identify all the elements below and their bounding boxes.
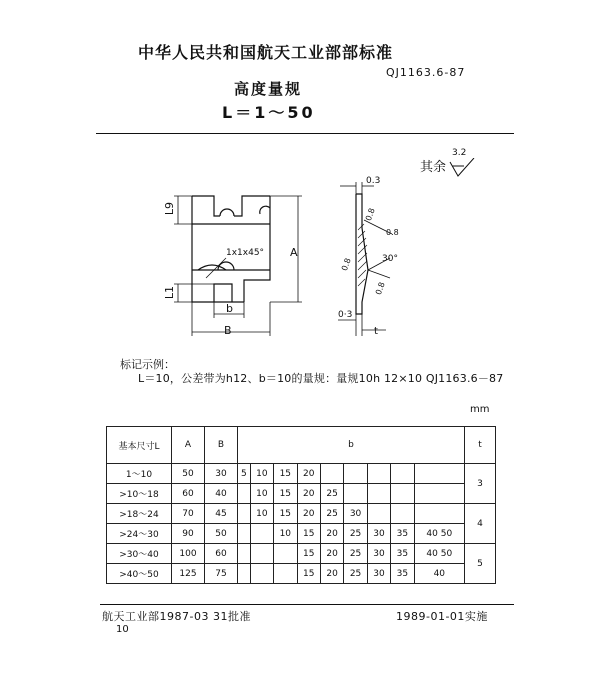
cell-b — [320, 464, 343, 484]
front-view-drawing — [160, 186, 310, 346]
effective-date: 1989-01-01实施 — [396, 610, 488, 623]
label-l-top: L9 — [163, 201, 177, 216]
cell-range: >10～18 — [107, 484, 172, 504]
cell-b — [414, 544, 464, 564]
header-a: A — [172, 427, 205, 464]
cell-b — [391, 504, 414, 524]
cell-b: 20 — [297, 484, 320, 504]
footer-rule — [100, 604, 514, 605]
cell-t: 4 — [465, 504, 496, 544]
cell-b: 15 — [274, 504, 297, 524]
cell-b: 30 — [344, 504, 367, 524]
cell-b: 15 — [274, 464, 297, 484]
cell-b: 25 — [320, 504, 343, 524]
cell-b: 10 — [250, 464, 273, 484]
cell-b-big: 30 — [205, 464, 238, 484]
cell-b: 15 — [297, 524, 320, 544]
cell-b: 20 — [320, 564, 343, 584]
cell-t: 3 — [465, 464, 496, 504]
cell-b-big: 40 — [205, 484, 238, 504]
cell-b: 15 — [297, 564, 320, 584]
cell-b: 30 — [367, 564, 390, 584]
cell-range: >40～50 — [107, 564, 172, 584]
cell-b: 10 — [250, 484, 273, 504]
ministry-title: 中华人民共和国航天工业部部标准 — [138, 43, 394, 62]
cell-b — [274, 544, 297, 564]
cell-b — [391, 464, 414, 484]
cell-a: 90 — [172, 524, 205, 544]
header-nominal: 基本尺寸L — [107, 427, 172, 464]
cell-b: 5 — [238, 464, 251, 484]
page-number: 10 — [116, 624, 129, 635]
cell-b: 30 — [367, 524, 390, 544]
cell-b: 35 — [391, 544, 414, 564]
cell-b: 10 — [274, 524, 297, 544]
cell-b: 10 — [250, 504, 273, 524]
cell-b: 25 — [320, 484, 343, 504]
cell-b — [414, 504, 464, 524]
cell-a: 125 — [172, 564, 205, 584]
cell-b: 35 — [391, 564, 414, 584]
cell-b: 25 — [344, 564, 367, 584]
cell-b-big: 60 — [205, 544, 238, 564]
label-t: t — [374, 326, 378, 337]
cell-t: 5 — [465, 544, 496, 584]
roughness-value: 3.2 — [452, 148, 467, 158]
cell-b: 30 — [367, 544, 390, 564]
label-b-big: B — [224, 324, 232, 337]
cell-range: >24～30 — [107, 524, 172, 544]
label-roughness-c: 0.8 — [339, 256, 353, 273]
cell-b: 20 — [320, 544, 343, 564]
table-row — [107, 544, 496, 564]
cell-b — [250, 544, 273, 564]
cell-b-big: 50 — [205, 524, 238, 544]
cell-range: >18～24 — [107, 504, 172, 524]
cell-a: 100 — [172, 544, 205, 564]
document-title: 高度量规 — [234, 80, 303, 98]
cell-b-extra: 50 — [440, 548, 453, 559]
roughness-label: 其余 — [420, 160, 447, 175]
cell-b — [238, 504, 251, 524]
label-roughness-a: 0.8 — [363, 206, 377, 223]
cell-range: >30～40 — [107, 544, 172, 564]
label-angle: 30° — [382, 254, 398, 264]
cell-b: 25 — [344, 544, 367, 564]
cell-b — [367, 464, 390, 484]
header-b-small: b — [238, 427, 465, 464]
cell-b: 20 — [297, 504, 320, 524]
cell-b — [238, 564, 251, 584]
roughness-symbol-icon — [448, 158, 482, 182]
unit-label: mm — [470, 404, 490, 415]
cell-b: 15 — [297, 544, 320, 564]
label-b-small: b — [226, 302, 233, 315]
marking-text: L＝10，公差带为h12、b＝10的量规：量规10h 12×10 QJ1163.6－87 — [138, 372, 504, 385]
label-l-bottom: L1 — [163, 285, 177, 300]
cell-b — [238, 484, 251, 504]
marking-title: 标记示例： — [120, 358, 175, 371]
cell-b: 35 — [391, 524, 414, 544]
cell-b: 40 — [414, 564, 464, 584]
cell-b — [250, 564, 273, 584]
table-row — [107, 504, 496, 524]
cell-b — [250, 524, 273, 544]
cell-b: 20 — [297, 464, 320, 484]
standard-code: QJ1163.6-87 — [386, 66, 466, 79]
cell-b-value: 40 — [426, 548, 438, 559]
table-row — [107, 484, 496, 504]
cell-b-big: 45 — [205, 504, 238, 524]
table-row — [107, 464, 496, 484]
label-chamfer: 1x1x45° — [226, 248, 265, 258]
cell-b-extra: 50 — [440, 528, 453, 539]
cell-b — [344, 484, 367, 504]
document-range: L＝1～50 — [222, 103, 316, 122]
table-row — [107, 564, 496, 584]
label-thickness-top: 0.3 — [366, 176, 381, 186]
cell-b — [344, 464, 367, 484]
spec-table — [106, 426, 496, 584]
approval-date: 航天工业部1987-03 31批准 — [102, 610, 251, 623]
header-b-big: B — [205, 427, 238, 464]
cell-b-value: 40 — [426, 528, 438, 539]
cell-b — [391, 484, 414, 504]
cell-b — [367, 504, 390, 524]
header-t: t — [465, 427, 496, 464]
cell-b — [238, 524, 251, 544]
table-row — [107, 524, 496, 544]
cell-b — [414, 524, 464, 544]
cell-b: 25 — [344, 524, 367, 544]
cell-a: 50 — [172, 464, 205, 484]
header-rule — [96, 133, 514, 134]
cell-b — [274, 564, 297, 584]
cell-b — [367, 484, 390, 504]
cell-b — [414, 464, 464, 484]
label-roughness-b: 0.8 — [386, 228, 399, 237]
cell-range: 1～10 — [107, 464, 172, 484]
label-thickness-bottom: 0·3 — [338, 310, 353, 320]
cell-a: 70 — [172, 504, 205, 524]
table-header-row — [107, 427, 496, 464]
cell-b — [238, 544, 251, 564]
cell-b — [414, 484, 464, 504]
cell-b-big: 75 — [205, 564, 238, 584]
cell-b: 20 — [320, 524, 343, 544]
cell-b: 15 — [274, 484, 297, 504]
label-roughness-d: 0.8 — [373, 280, 387, 297]
cell-a: 60 — [172, 484, 205, 504]
label-a: A — [290, 246, 298, 259]
